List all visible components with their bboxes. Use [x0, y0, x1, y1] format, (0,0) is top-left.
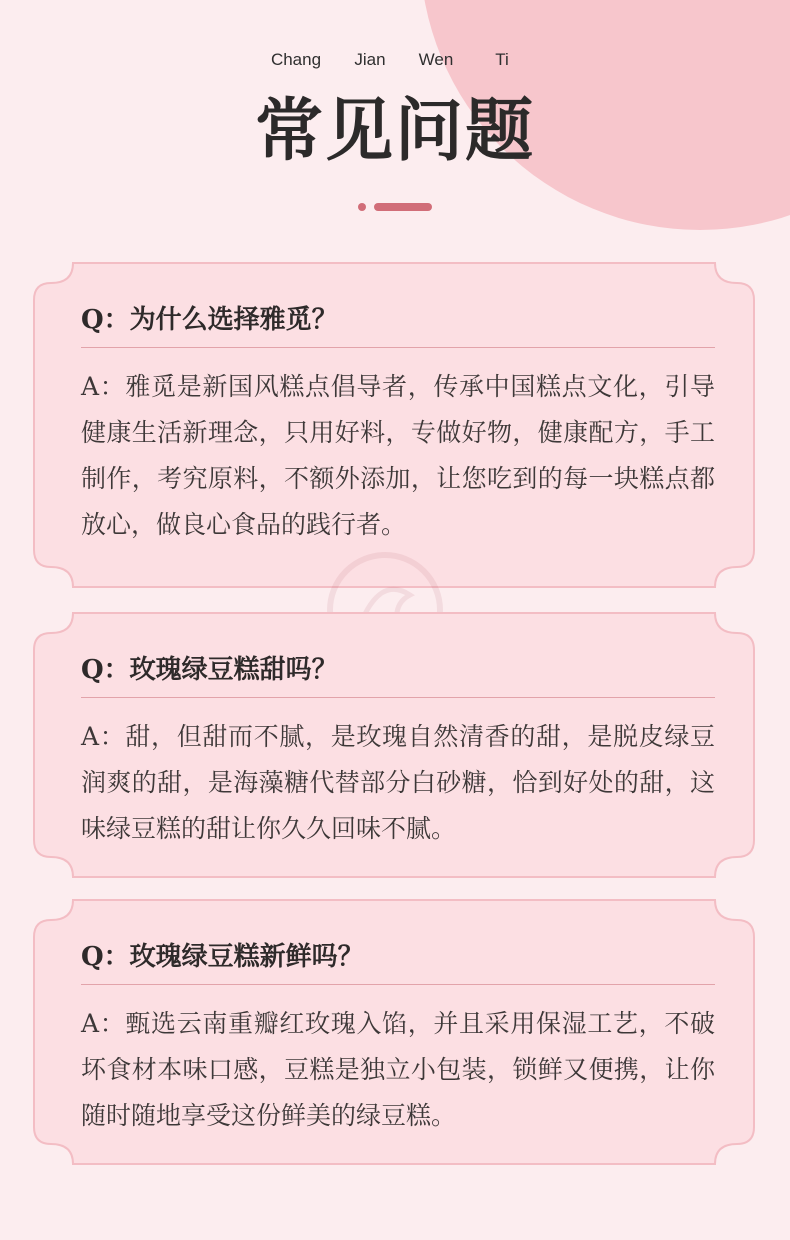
page-title: 常见问题 [254, 91, 535, 171]
faq-card-3 [33, 899, 755, 1165]
faq-question: Q：玫瑰绿豆糕新鲜吗？ [81, 939, 715, 985]
faq-card-1 [33, 262, 755, 588]
faq-question: Q：为什么选择雅觅？ [81, 302, 715, 348]
title-pinyin [0, 50, 790, 70]
title-underline [0, 202, 790, 211]
faq-card-2 [33, 612, 755, 878]
underline-dot [358, 203, 366, 211]
pinyin-jian: Jian [354, 50, 386, 69]
faq-answer: A：雅觅是新国风糕点倡导者，传承中国糕点文化，引导健康生活新理念，只用好料，专做好物，健康配方，手工制作，考究原料，不额外添加，让您吃到的每一块糕点都放心，做良心食品的践行者。 [81, 372, 715, 539]
faq-answer: A：甄选云南重瓣红玫瑰入馅，并且采用保湿工艺，不破坏食材本味口感，豆糕是独立小包装，锁鲜又便携，让你随时随地享受这份鲜美的绿豆糕。 [81, 1009, 715, 1130]
pinyin-wen: Wen [418, 50, 454, 69]
pinyin-chang: Chang [270, 50, 322, 69]
faq-question: Q：玫瑰绿豆糕甜吗？ [81, 652, 715, 698]
underline-bar [374, 203, 432, 211]
faq-answer: A：甜，但甜而不腻，是玫瑰自然清香的甜，是脱皮绿豆润爽的甜，是海藻糖代替部分白砂糖，恰到好处的甜，这味绿豆糕的甜让你久久回味不腻。 [81, 722, 715, 843]
pinyin-ti: Ti [495, 50, 509, 69]
